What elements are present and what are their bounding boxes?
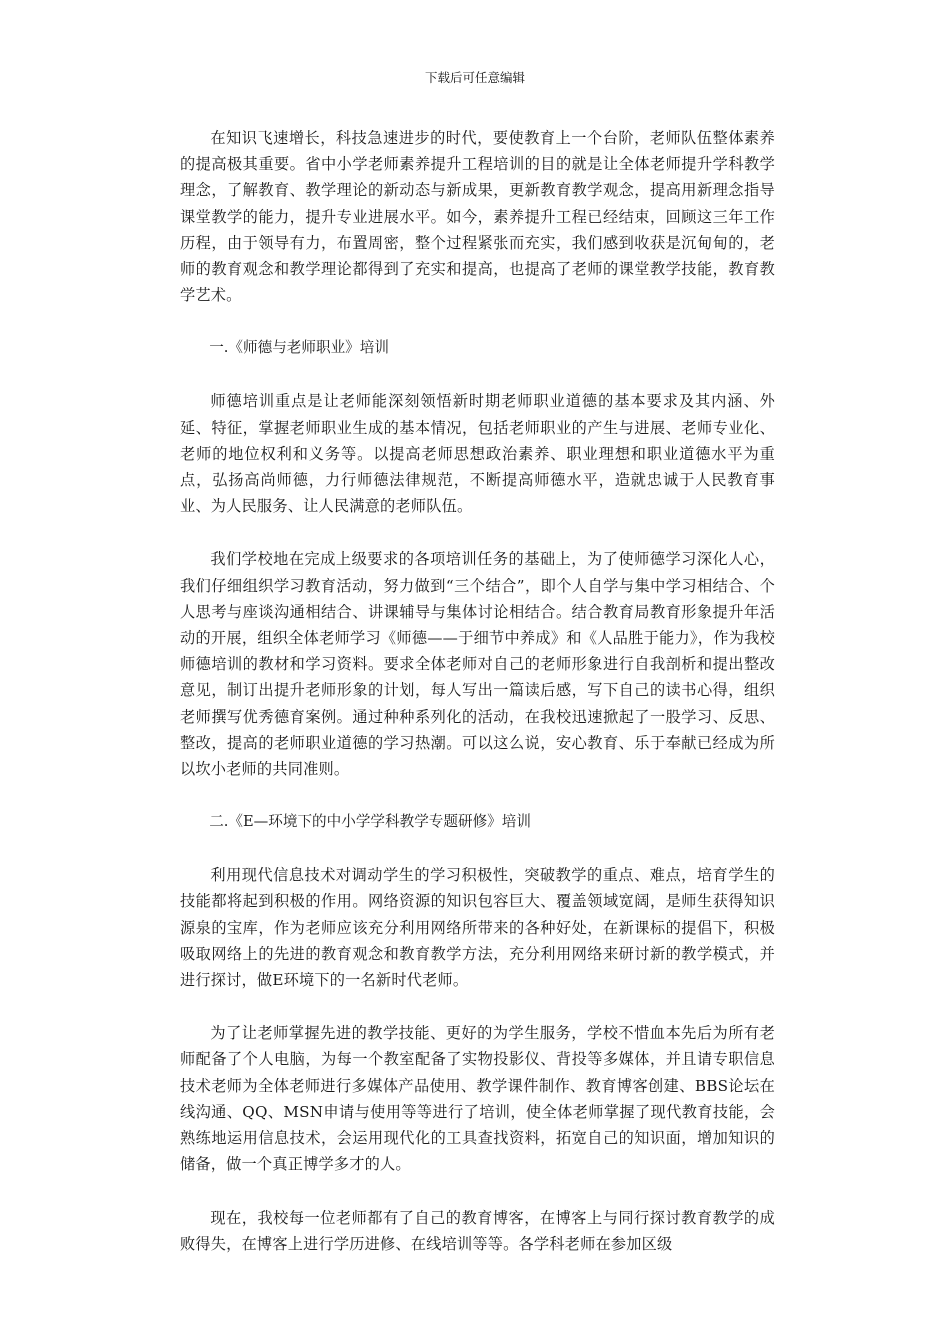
- section-heading-e-environment: 二.《E—环境下的中小学学科教学专题研修》培训: [209, 813, 531, 831]
- paragraph-ethics-activities: 我们学校地在完成上级要求的各项培训任务的基础上，为了使师德学习深化人心，我们仔细组织学习教育活动，努力做到“三个结合”，即个人自学与集中学习相结合、个人思考与座谈沟通相结合、讲课辅导与集体讨论相结合。结合教育局教育形象提升年活动的开展，组织全体老师学习《师德——于细节中养成》和《人品胜于能力》，作为我校师德培训的教材和学习资料。要求全体老师对自己的老师形象进行自我剖析和提出整改意见，制订出提升老师形象的计划，每人写出一篇读后感，写下自己的读书心得，组织老师撰写优秀德育案例。通过种种系列化的活动，在我校迅速掀起了一股学习、反思、整改，提高的老师职业道德的学习热潮。可以这么说，安心教育、乐于奉献已经成为所以坎小老师的共同准则。: [180, 550, 775, 779]
- paragraph-it-training: 为了让老师掌握先进的教学技能、更好的为学生服务，学校不惜血本先后为所有老师配备了个人电脑，为每一个教室配备了实物投影仪、背投等多媒体，并且请专职信息技术老师为全体老师进行多媒体产品使用、教学课件制作、教育博客创建、BBS论坛在线沟通、QQ、MSN申请与使用等等进行了培训，使全体老师掌握了现代教育技能，会熟练地运用信息技术，会运用现代化的工具查找资料，拓宽自己的知识面，增加知识的储备，做一个真正博学多才的人。: [180, 1024, 775, 1174]
- section-heading-ethics: 一.《师德与老师职业》培训: [209, 339, 389, 357]
- document-body: [180, 125, 775, 1284]
- paragraph-blogs: 现在，我校每一位老师都有了自己的教育博客，在博客上与同行探讨教育教学的成败得失，在博客上进行学历进修、在线培训等等。各学科老师在参加区级: [180, 1208, 775, 1253]
- paragraph-ethics-focus: 师德培训重点是让老师能深刻领悟新时期老师职业道德的基本要求及其内涵、外延、特征，掌握老师职业生成的基本情况，包括老师职业的产生与进展、老师专业化、老师的地位权利和义务等。以提高老师思想政治素养、职业理想和职业道德水平为重点，弘扬高尚师德，力行师德法律规范，不断提高师德水平，造就忠诚于人民教育事业、为人民服务、让人民满意的老师队伍。: [180, 392, 775, 516]
- paragraph-it-benefits: 利用现代信息技术对调动学生的学习积极性，突破教学的重点、难点，培育学生的技能都将起到积极的作用。网络资源的知识包容巨大、覆盖领域宽阔，是师生获得知识源泉的宝库，作为老师应该充分利用网络所带来的各种好处，在新课标的提倡下，积极吸取网络上的先进的教育观念和教育教学方法，充分利用网络来研讨新的教学模式，并进行探讨，做E环境下的一名新时代老师。: [180, 866, 775, 990]
- page-header: 下载后可任意编辑: [424, 70, 525, 85]
- paragraph-intro: 在知识飞速增长，科技急速进步的时代，要使教育上一个台阶，老师队伍整体素养的提高极其重要。省中小学老师素养提升工程培训的目的就是让全体老师提升学科教学理念，了解教育、教学理论的新动态与新成果，更新教育教学观念，提高用新理念指导课堂教学的能力，提升专业进展水平。如今，素养提升工程已经结束，回顾这三年工作历程，由于领导有力，布置周密，整个过程紧张而充实，我们感到收获是沉甸甸的，老师的教育观念和教学理论都得到了充实和提高，也提高了老师的课堂教学技能，教育教学艺术。: [180, 129, 775, 305]
